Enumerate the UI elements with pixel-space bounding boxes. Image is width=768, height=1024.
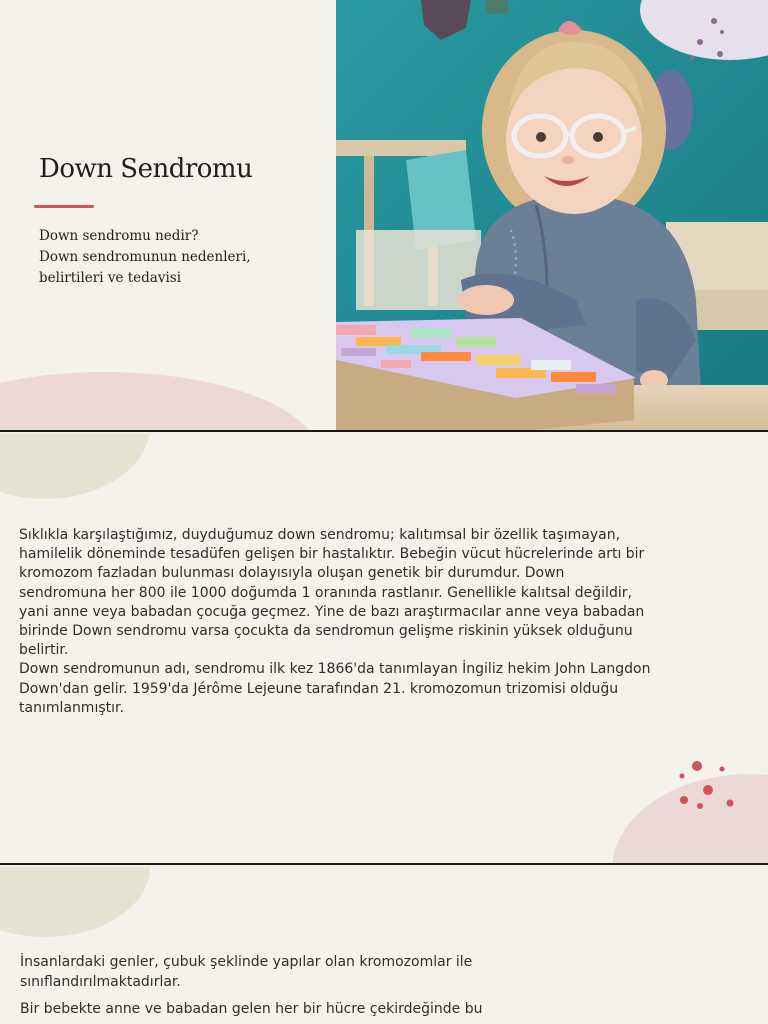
body-text — [20, 953, 540, 1024]
olive-blob-decoration — [0, 867, 150, 937]
dots-decoration — [672, 756, 742, 816]
paragraph: İnsanlardaki genler, çubuk şeklinde yapılar olan kromozomlar ile sınıflandırılmaktadırlar. — [20, 954, 473, 990]
subtitle-line: Down sendromunun nedenleri, — [39, 249, 251, 265]
page-title: Down Sendromu — [39, 154, 253, 184]
paragraph: Sıklıkla karşılaştığımız, duyduğumuz down sendromu; kalıtımsal bir özellik taşımayan, hamilelik döneminde tesadüfen gelişen bir hastalıktır. Bebeğin vücut hücrelerinde artı bir kromozom fazladan bulunması dolayısıyla oluşan genetik bir durumdur. Down sendromuna her 800 ile 1000 doğumda 1 oranında rastlanır. Genellikle kalıtsal değildir, yani anne veya babadan çocuğa geçmez. Yine de bazı araştırmacılar anne veya babadan birinde Down sendromu varsa çocukta da sendromun gelişme riskinin yüksek olduğunu belirtir. — [19, 527, 645, 659]
paragraph: Bir bebekte anne ve babadan gelen her bir hücre çekirdeğinde bu — [20, 1001, 483, 1017]
subtitle-line: Down sendromu nedir? — [39, 228, 199, 244]
olive-blob-decoration — [0, 434, 150, 499]
body-text — [19, 526, 651, 718]
subtitle — [39, 226, 319, 289]
title-underline — [34, 205, 94, 208]
paragraph: Down sendromunun adı, sendromu ilk kez 1866'da tanımlayan İngiliz hekim John Langdon Down'dan gelir. 1959'da Jérôme Lejeune tarafından 21. kromozomun trizomisi olduğu tanımlanmıştır. — [19, 661, 651, 716]
dots-decoration — [680, 14, 730, 64]
child-photo-illustration — [336, 0, 768, 432]
slide-intro — [0, 434, 768, 865]
slide-genetics — [0, 867, 768, 1024]
slide-title — [0, 0, 768, 432]
pink-blob-decoration — [0, 372, 320, 432]
subtitle-line: belirtileri ve tedavisi — [39, 270, 182, 286]
child-photo — [336, 0, 768, 432]
